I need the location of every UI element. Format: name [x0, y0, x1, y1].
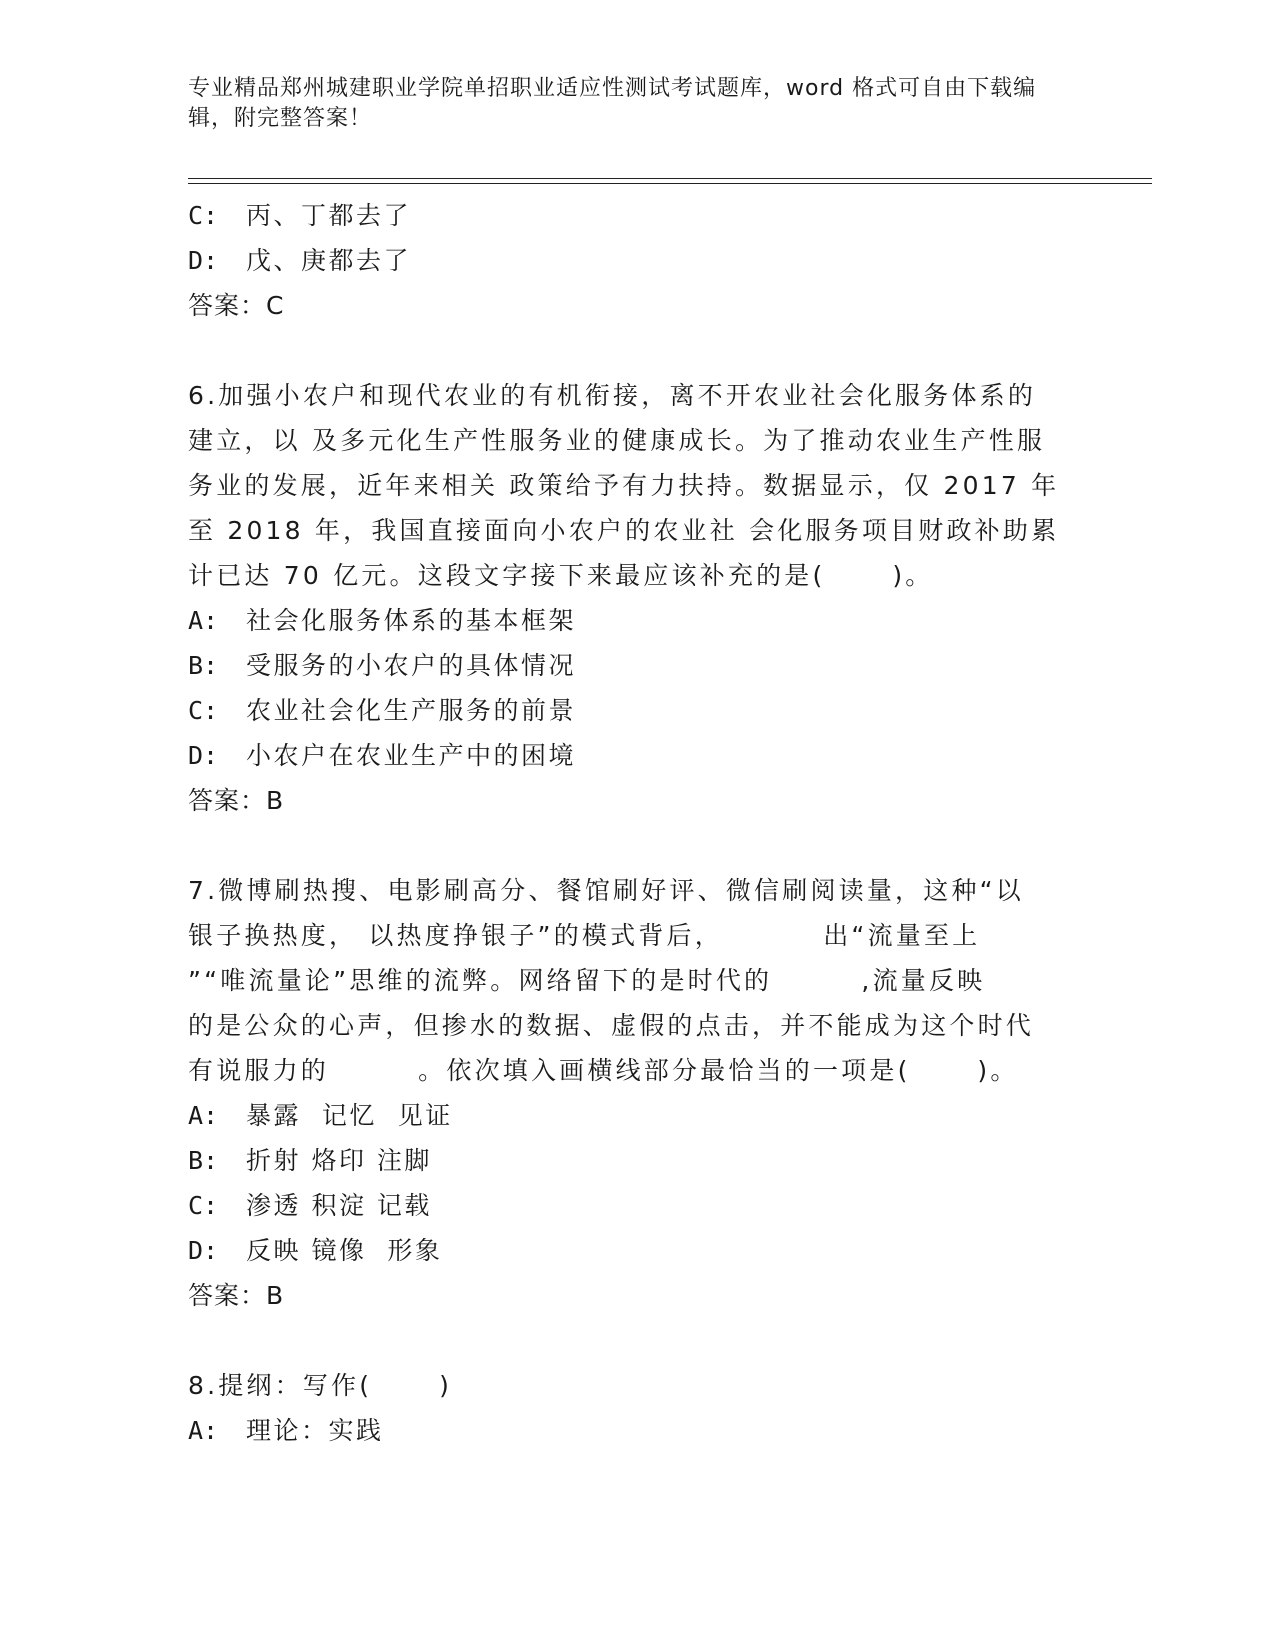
option-letter: D:: [188, 246, 219, 275]
option-text: 受服务的小农户的具体情况: [246, 651, 577, 680]
question-stem-line: 建立，以 及多元化生产性服务业的健康成长。为了推动农业生产性服: [188, 426, 1046, 455]
answer: 答案：C: [188, 291, 285, 320]
option-c: [188, 1183, 1088, 1228]
spacer: [188, 823, 1088, 868]
option-d: [188, 238, 1088, 283]
header-rule-top: [188, 178, 1152, 179]
question-8: [188, 1363, 1088, 1453]
question-stem-line: 的是公众的心声，但掺水的数据、虚假的点击，并不能成为这个时代: [188, 1011, 1035, 1040]
option-letter: D:: [188, 741, 219, 770]
question-stem-line: 计已达 70 亿元。这段文字接下来最应该补充的是( )。: [188, 561, 934, 590]
option-text: 暴露 记忆 见证: [246, 1101, 453, 1130]
option-b: [188, 643, 1088, 688]
option-a: [188, 598, 1088, 643]
option-a: [188, 1408, 1088, 1453]
option-letter: D:: [188, 1236, 219, 1265]
question-5: [188, 193, 1088, 328]
header-text: 专业精品郑州城建职业学院单招职业适应性测试考试题库，word 格式可自由下载编辑，附完整答案！: [188, 76, 1037, 131]
option-c: [188, 688, 1088, 733]
spacer: [188, 1318, 1088, 1363]
option-letter: C:: [188, 696, 219, 725]
option-b: [188, 1138, 1088, 1183]
option-text: 小农户在农业生产中的困境: [246, 741, 577, 770]
option-letter: B:: [188, 651, 219, 680]
answer: 答案：B: [188, 786, 285, 815]
question-stem-line: ”“唯流量论”思维的流弊。网络留下的是时代的 ,流量反映: [188, 966, 986, 995]
document-body: [188, 193, 1088, 1453]
option-text: 反映 镜像 形象: [246, 1236, 443, 1265]
option-text: 丙、丁都去了: [246, 201, 412, 230]
question-stem-line: 有说服力的 。依次填入画横线部分最恰当的一项是( )。: [188, 1056, 1019, 1085]
question-6: [188, 373, 1088, 823]
question-stem-line: 7.微博刷热搜、电影刷高分、餐馆刷好评、微信刷阅读量，这种“以: [188, 876, 1025, 905]
question-stem-line: 至 2018 年，我国直接面向小农户的农业社 会化服务项目财政补助累: [188, 516, 1060, 545]
option-letter: A:: [188, 1416, 219, 1445]
document-header: [188, 74, 1068, 134]
question-stem-line: 6.加强小农户和现代农业的有机衔接，离不开农业社会化服务体系的: [188, 381, 1037, 410]
option-text: 戊、庚都去了: [246, 246, 412, 275]
option-letter: A:: [188, 606, 219, 635]
question-7: [188, 868, 1088, 1318]
answer: 答案：B: [188, 1281, 285, 1310]
question-stem-line: 银子换热度， 以热度挣银子”的模式背后， 出“流量至上: [188, 921, 981, 950]
option-d: [188, 733, 1088, 778]
header-rule-bottom: [188, 183, 1152, 184]
question-stem-line: 8.提纲：写作( ): [188, 1371, 453, 1400]
option-letter: C:: [188, 201, 219, 230]
option-c: [188, 193, 1088, 238]
option-a: [188, 1093, 1088, 1138]
option-text: 社会化服务体系的基本框架: [246, 606, 577, 635]
option-letter: C:: [188, 1191, 219, 1220]
option-text: 折射 烙印 注脚: [246, 1146, 432, 1175]
option-text: 理论：实践: [246, 1416, 384, 1445]
option-text: 渗透 积淀 记载: [246, 1191, 432, 1220]
spacer: [188, 328, 1088, 373]
question-stem-line: 务业的发展，近年来相关 政策给予有力扶持。数据显示，仅 2017 年: [188, 471, 1060, 500]
option-d: [188, 1228, 1088, 1273]
option-text: 农业社会化生产服务的前景: [246, 696, 577, 725]
option-letter: A:: [188, 1101, 219, 1130]
option-letter: B:: [188, 1146, 219, 1175]
